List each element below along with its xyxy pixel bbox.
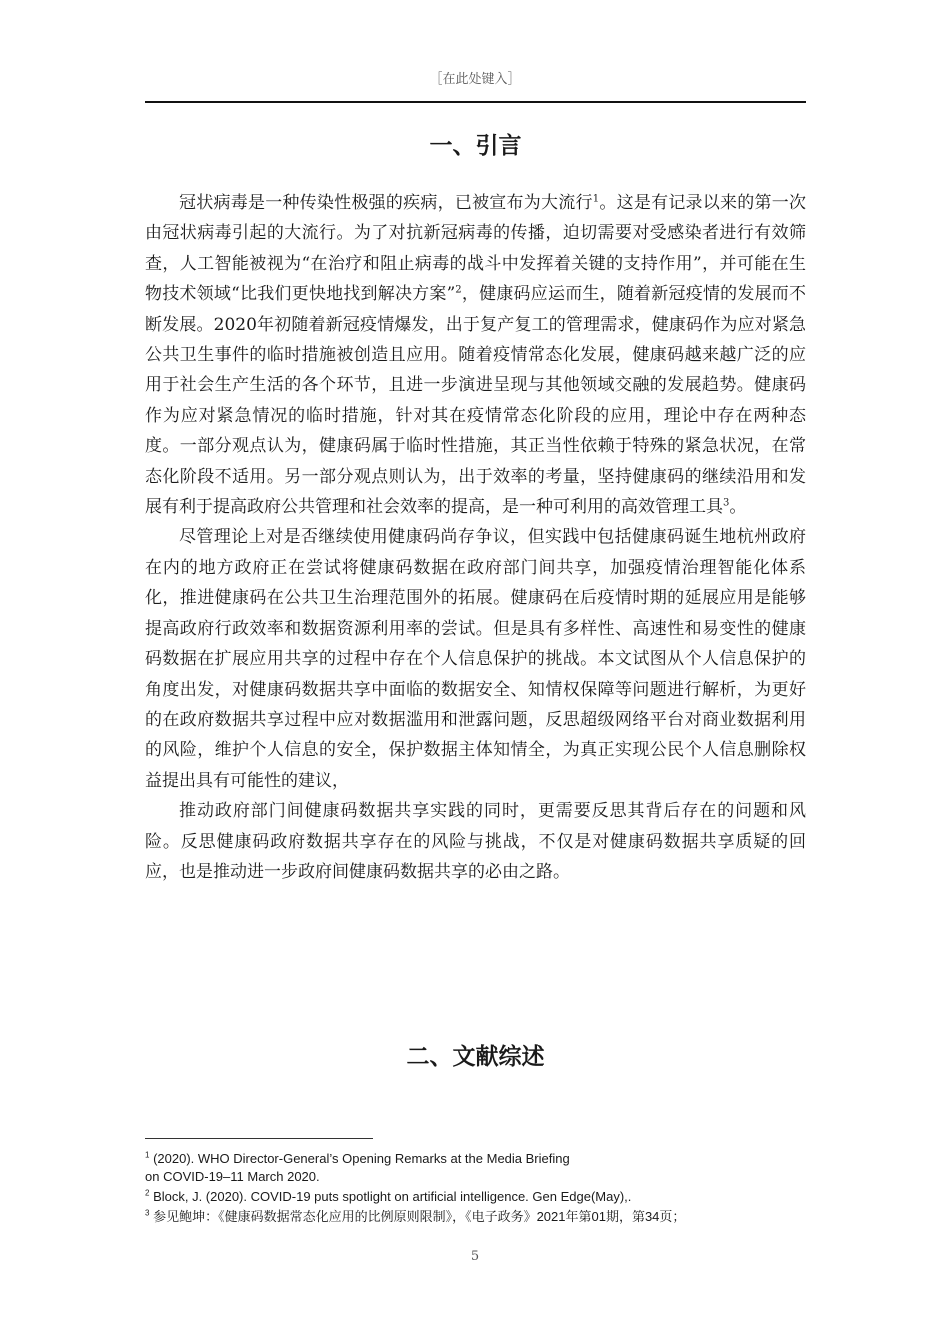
paragraph-1-part-4: 。 [729,497,747,518]
paragraph-1-part-1: 冠状病毒是一种传染性极强的疾病，已被宣布为大流行 [179,193,593,213]
footnote-divider [145,1138,373,1139]
footnotes [145,1150,745,1228]
footnote-mark-2: 2 [145,1188,150,1198]
introduction-body [145,188,806,887]
footnote-3 [145,1208,745,1226]
footnote-3-text: 参见鲍坤：《健康码数据常态化应用的比例原则限制》，《电子政务》2021年第01期，第34页； [149,1209,686,1224]
footnote-2 [145,1188,745,1206]
footnote-mark-3: 3 [145,1208,150,1218]
paragraph-1-part-3: ，健康码应运而生，随着新冠疫情的发展而不断发展。2020年初随着新冠疫情爆发，出于复产复工的管理需求，健康码作为应对紧急公共卫生事件的临时措施被创造且应用。随着疫情常态化发展，健康码越来越广泛的应用于社会生产生活的各个环节，且进一步演进呈现与其他领域交融的发展趋势。健康码作为应对紧急情况的临时措施，针对其在疫情常态化阶段的应用，理论中存在两种态度。一部分观点认为，健康码属于临时性措施，其正当性依赖于特殊的紧急状况，在常态化阶段不适用。另一部分观点则认为，出于效率的考量，坚持健康码的继续沿用和发展有利于提高政府公共管理和社会效率的提高，是一种可利用的高效管理工具 [145,284,807,518]
paragraph-2: 尽管理论上对是否继续使用健康码尚存争议，但实践中包括健康码诞生地杭州政府在内的地方政府正在尝试将健康码数据在政府部门间共享，加强疫情治理智能化体系化，推进健康码在公共卫生治理范围外的拓展。健康码在后疫情时期的延展应用是能够提高政府行政效率和数据资源利用率的尝试。但是具有多样性、高速性和易变性的健康码数据在扩展应用共享的过程中存在个人信息保护的挑战。本文试图从个人信息保护的角度出发，对健康码数据共享中面临的数据安全、知情权保障等问题进行解析，为更好的在政府数据共享过程中应对数据滥用和泄露问题，反思超级网络平台对商业数据利用的风险，维护个人信息的安全，保护数据主体知情全，为真正实现公民个人信息删除权益提出具有可能性的建议， [145,527,806,791]
page-header: ［在此处键入］ [429,72,521,87]
header-divider [145,101,806,103]
footnote-1-text: (2020). WHO Director-General’s Opening Remarks at the Media Briefing [149,1151,570,1166]
paragraph-3: 推动政府部门间健康码数据共享实践的同时，更需要反思其背后存在的问题和风险。反思健康码政府数据共享存在的风险与挑战，不仅是对健康码数据共享质疑的回应，也是推动进一步政府间健康码数据共享的必由之路。 [145,801,806,882]
footnote-1-text-continued: on COVID-19–11 March 2020. [145,1169,320,1184]
section-title-literature-review: 二、文献综述 [406,1044,545,1070]
page-number: 5 [470,1249,480,1264]
paragraph-1-part-2: 。这是有记录以来的第一次由冠状病毒引起的大流行。为了对抗新冠病毒的传播，迫切需要对受感染者进行有效筛查，人工智能被视为“在治疗和阻止病毒的战斗中发挥着关键的支持作用”，并可能在生物技术领域“比我们更快地找到解决方案” [145,193,806,305]
footnote-mark-1: 1 [145,1150,150,1160]
section-title-introduction: 一、引言 [429,133,522,159]
footnote-ref-1[interactable]: 1 [592,193,600,205]
footnote-ref-3[interactable]: 3 [723,497,730,509]
footnote-2-text: Block, J. (2020). COVID-19 puts spotlight on artificial intelligence. Gen Edge(May),. [149,1189,632,1204]
footnote-1 [145,1150,745,1186]
paragraph-1 [145,188,806,522]
footnote-ref-2[interactable]: 2 [455,284,462,296]
